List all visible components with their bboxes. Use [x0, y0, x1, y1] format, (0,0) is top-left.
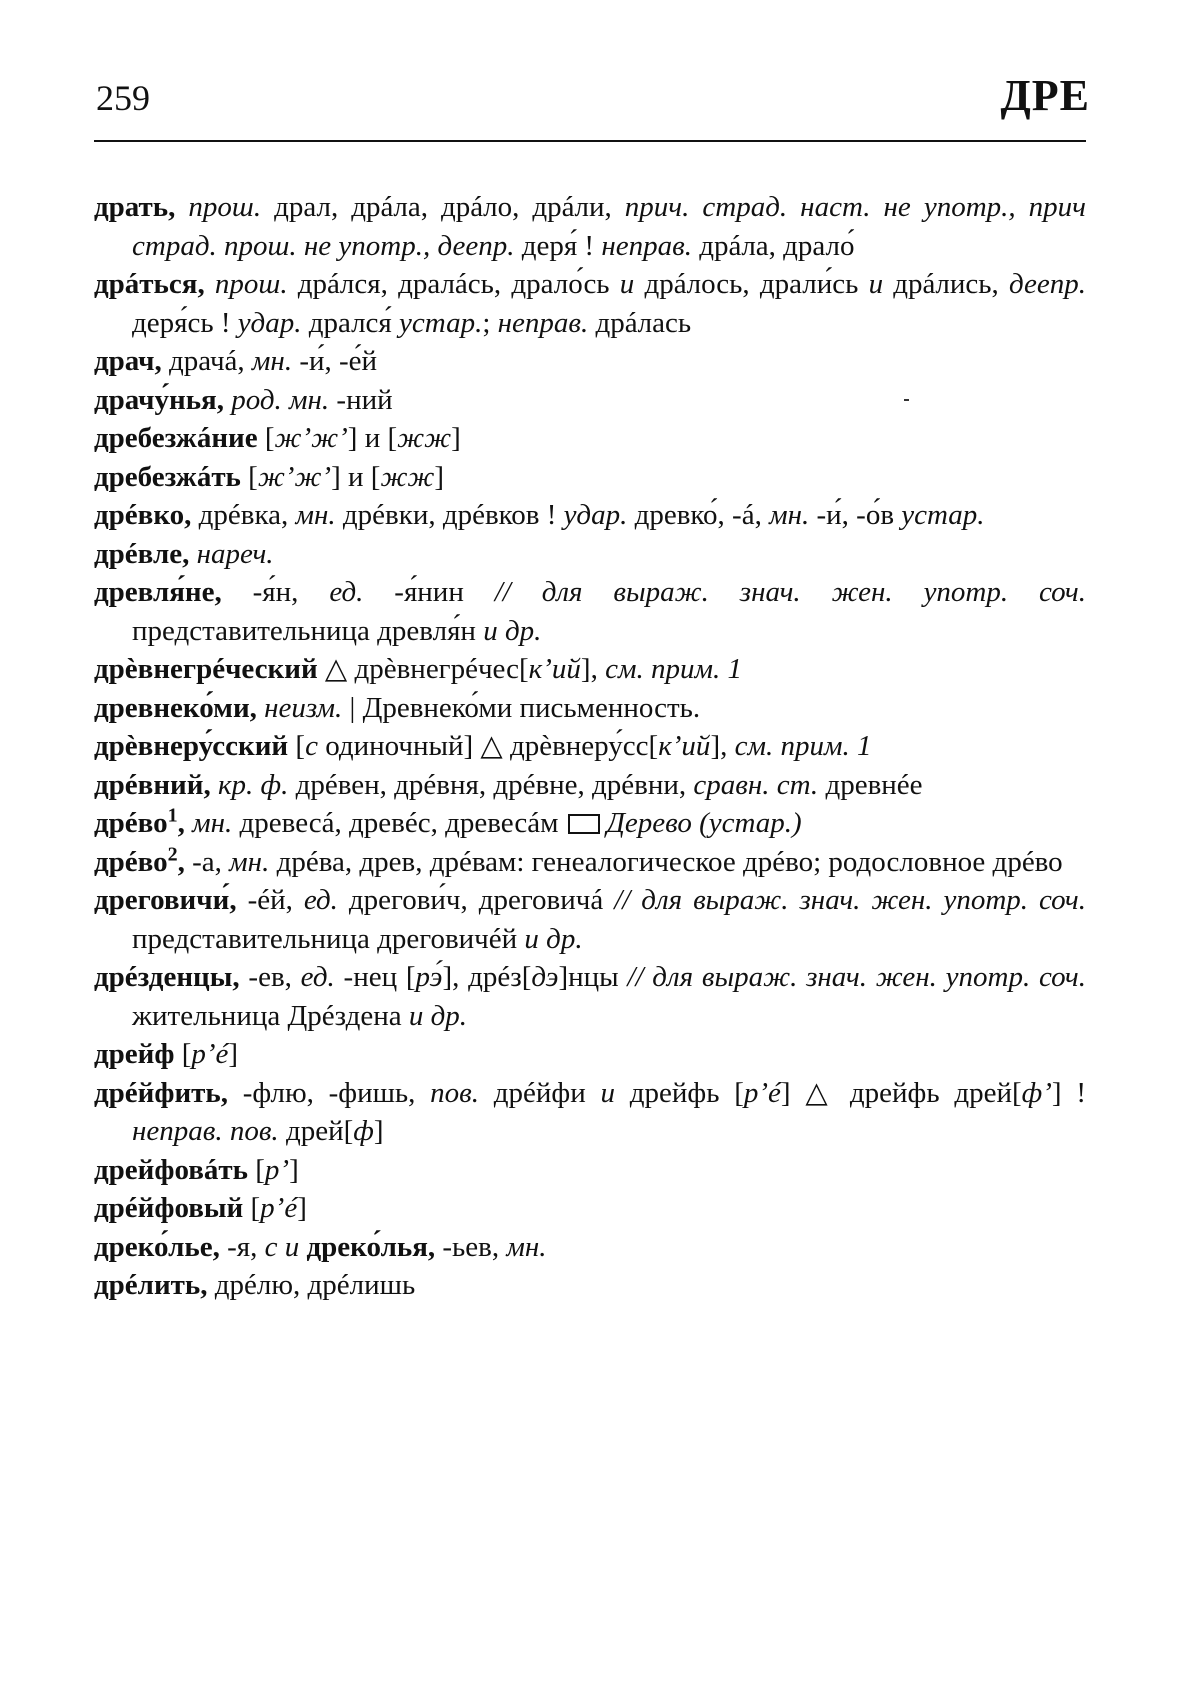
- entry-text: ]: [434, 460, 445, 493]
- grammar-note: с и: [257, 1230, 300, 1263]
- grammar-note: ед.: [291, 961, 335, 993]
- entry-text: дрéйфи: [479, 1076, 586, 1109]
- grammar-note: сравн. ст.: [686, 768, 819, 801]
- grammar-note: нареч.: [189, 537, 274, 570]
- entry-text: ]нцы: [558, 961, 619, 993]
- headword: дрéйфить,: [94, 1076, 228, 1109]
- entry-text: | Древнеко́ми письменность.: [342, 691, 701, 724]
- grammar-note: неизм.: [256, 691, 343, 724]
- entry-text: -éй,: [236, 884, 293, 916]
- entry-text: древесá, древéс, древесáм: [232, 807, 559, 839]
- grammar-note: кр. ф.: [210, 768, 289, 801]
- grammar-note: мн.: [761, 499, 810, 531]
- grammar-note: неправ. пов.: [132, 1115, 279, 1147]
- entry-text: [: [257, 422, 275, 454]
- grammar-note: см. прим. 1: [597, 653, 742, 685]
- homonym-index: 1: [167, 804, 178, 827]
- entry-text: дрáла, драло́: [691, 229, 855, 262]
- entry-text: жительница Дрéздена: [132, 999, 402, 1032]
- headword: дребезжáть: [94, 460, 241, 493]
- entry-text: [: [174, 1038, 192, 1070]
- entry-text: дрéва, древ, дрéвам: генеалогическое дрéво; родословное дрéво: [269, 845, 1063, 878]
- dictionary-entry: [94, 1266, 1086, 1305]
- entry-text: ] △ дрейфь дрей[: [780, 1076, 1022, 1109]
- headword: дрéво: [94, 845, 168, 878]
- entry-text: представительница дреговичéй: [132, 922, 518, 955]
- dictionary-entry: [94, 535, 1086, 574]
- grammar-note: прош.: [204, 268, 288, 300]
- dictionary-entry: [94, 1151, 1086, 1190]
- headword: драч,: [94, 345, 162, 377]
- grammar-note: и: [585, 1076, 616, 1109]
- entry-text: [: [243, 1192, 261, 1224]
- entry-text: дрéвка,: [191, 499, 289, 531]
- dictionary-entry: [94, 1189, 1086, 1228]
- entry-text: -ев,: [239, 961, 292, 993]
- dictionary-entry: [94, 1074, 1086, 1151]
- entry-text: деря́сь !: [132, 306, 231, 339]
- entry-text: ] !: [1051, 1076, 1086, 1109]
- grammar-note: и: [858, 268, 884, 300]
- grammar-note: Дерево (устар.): [606, 807, 802, 839]
- grammar-note: фʼ: [1021, 1076, 1052, 1109]
- entry-text: -я,: [219, 1230, 258, 1263]
- grammar-note: кʼий: [658, 730, 711, 762]
- entry-text: -ьев,: [435, 1230, 500, 1263]
- grammar-note: рʼé: [743, 1076, 781, 1109]
- entry-text: -я́н,: [221, 576, 299, 608]
- entry-text: дрегови́ч, дреговичá: [337, 884, 604, 916]
- dictionary-entry: [94, 496, 1086, 535]
- grammar-note: жж: [380, 460, 435, 493]
- dictionary-entry: [94, 381, 1086, 420]
- grammar-note: см. прим. 1: [727, 730, 872, 762]
- grammar-note: род. мн.: [223, 383, 330, 416]
- dictionary-entry: [94, 958, 1086, 1035]
- entry-text: дрáлась: [588, 306, 692, 339]
- entry-text: ],: [580, 653, 598, 685]
- entry-text: -я́нин: [363, 576, 464, 608]
- headword: древнеко́ми,: [94, 691, 257, 724]
- grammar-note: рʼ: [264, 1153, 290, 1186]
- grammar-note: мн.: [244, 345, 293, 377]
- headword: дрéзденцы,: [94, 961, 240, 993]
- grammar-note: деепр.: [998, 268, 1086, 300]
- dictionary-entry: [94, 573, 1086, 650]
- page-number: 259: [96, 78, 150, 118]
- grammar-note: жʼжʼ: [257, 460, 332, 493]
- entry-text: древко́, -á,: [627, 499, 762, 531]
- grammar-note: прош.: [175, 191, 262, 223]
- headword: дрéлить,: [94, 1269, 208, 1301]
- grammar-note: // для выраж. знач. жен. употр. соч.: [463, 576, 1087, 608]
- grammar-note: мн.: [288, 499, 336, 531]
- grammar-note: // для выраж. знач. жен. употр. соч.: [618, 961, 1086, 993]
- entry-text: драчá,: [161, 345, 245, 377]
- entry-text: -флю, -фишь,: [227, 1076, 416, 1109]
- entry-text: -и́, -о́в: [809, 499, 895, 531]
- grammar-note: жʼжʼ: [274, 422, 348, 454]
- entry-text: [: [240, 460, 258, 493]
- entry-text: деря́ !: [514, 229, 595, 262]
- guide-word: ДРЕ: [1000, 71, 1090, 120]
- headword: дрѐвнеру́сский: [94, 730, 289, 762]
- grammar-note: рʼé: [191, 1038, 229, 1070]
- running-header: [94, 71, 1090, 142]
- dictionary-entry: [94, 843, 1086, 882]
- grammar-note: рэ́: [415, 961, 443, 993]
- grammar-note: и: [609, 268, 635, 300]
- grammar-note: пов.: [415, 1076, 480, 1109]
- grammar-note: кʼий: [528, 653, 581, 685]
- entry-text: [: [288, 730, 306, 762]
- entry-text: ]: [373, 1115, 384, 1147]
- dictionary-entry: [94, 1035, 1086, 1074]
- dictionary-entry: [94, 1228, 1086, 1267]
- headword: драчу́нья,: [94, 383, 224, 416]
- grammar-note: с: [305, 730, 318, 762]
- headword: дреговичи́,: [94, 884, 237, 916]
- grammar-note: рʼé: [260, 1192, 298, 1224]
- print-speck: [904, 399, 909, 401]
- grammar-note: мн.: [221, 845, 270, 878]
- dictionary-entry: [94, 188, 1086, 265]
- headword: дрейф: [94, 1038, 175, 1070]
- dictionary-entry: [94, 689, 1086, 728]
- entry-text: ]: [451, 422, 461, 454]
- entry-text: ;: [482, 306, 491, 339]
- entry-text: представительница древля́н: [132, 614, 476, 647]
- homonym-index: 2: [167, 842, 178, 865]
- entry-text: дрáлся, дралáсь, драло́сь: [287, 268, 610, 300]
- dictionary-page: [94, 71, 1090, 1305]
- grammar-note: ед.: [298, 576, 364, 608]
- headword: дрѐвнегрéческий: [94, 653, 318, 685]
- grammar-note: и др.: [401, 999, 468, 1032]
- grammar-note: устар.: [894, 499, 985, 531]
- dictionary-entry: [94, 804, 1086, 843]
- headword: дребезжáние: [94, 422, 258, 454]
- grammar-note: устар.: [391, 306, 483, 339]
- entry-text: дрéлю, дрéлишь: [207, 1269, 416, 1301]
- entry-text: одиночный] △ дрѐвнеру́сс[: [317, 730, 659, 762]
- entry-text: древнéе: [818, 768, 923, 801]
- grammar-note: неправ.: [594, 229, 692, 262]
- entry-text: -и́, -е́й: [292, 345, 378, 377]
- grammar-note: прич. страд. наст. не употр., прич страд. прош. не употр., деепр.: [132, 191, 1087, 262]
- dictionary-entry: [94, 265, 1086, 342]
- entry-text: дрéвен, дрéвня, дрéвне, дрéвни,: [288, 768, 687, 801]
- entry-text: -а,: [184, 845, 222, 878]
- headword: драть,: [94, 191, 176, 223]
- definition-box-icon: [568, 814, 600, 834]
- dictionary-entry: [94, 881, 1086, 958]
- grammar-note: мн.: [184, 807, 233, 839]
- headword: ,: [177, 845, 185, 878]
- entry-text: дрейфь [: [615, 1076, 744, 1109]
- dictionary-entry: [94, 419, 1086, 458]
- entry-text: -нец [: [334, 961, 416, 993]
- grammar-note: мн.: [499, 1230, 547, 1263]
- entry-text: ]: [289, 1153, 299, 1186]
- grammar-note: и др.: [475, 614, 542, 647]
- headword: дрéво: [94, 807, 168, 839]
- grammar-note: и др.: [517, 922, 583, 955]
- headword: дрéвний,: [94, 768, 211, 801]
- dictionary-entry: [94, 766, 1086, 805]
- entry-text: ]: [228, 1038, 239, 1070]
- grammar-note: удар.: [556, 499, 628, 531]
- entry-text: ], дрéз[: [442, 961, 532, 993]
- grammar-note: // для выраж. знач. жен. употр. соч.: [603, 884, 1086, 916]
- grammar-note: удар.: [230, 306, 302, 339]
- grammar-note: жж: [397, 422, 452, 454]
- headword: дреко́лья,: [299, 1230, 436, 1263]
- dictionary-entry: [94, 727, 1086, 766]
- entry-text: ] и [: [347, 422, 398, 454]
- entry-text: △ дрѐвнегрéчес[: [317, 653, 529, 685]
- grammar-note: ф: [353, 1115, 374, 1147]
- grammar-note: ед.: [292, 884, 338, 916]
- entry-text: ],: [710, 730, 728, 762]
- headword: древля́не,: [94, 576, 222, 608]
- headword: дрáться,: [94, 268, 205, 300]
- entry-text: -ний: [329, 383, 393, 416]
- entry-text: ]: [297, 1192, 307, 1224]
- dictionary-entry: [94, 458, 1086, 497]
- dictionary-entry: [94, 650, 1086, 689]
- headword: дрéвле,: [94, 537, 190, 570]
- headword: дрейфовáть: [94, 1153, 248, 1186]
- entry-text: дрáлись,: [883, 268, 999, 300]
- dictionary-entry: [94, 342, 1086, 381]
- headword: дрéвко,: [94, 499, 192, 531]
- entry-text: дрéвки, дрéвков !: [335, 499, 557, 531]
- entry-text: драл, дрáла, дрáло, дрáли,: [261, 191, 612, 223]
- headword: дрéйфовый: [94, 1192, 244, 1224]
- entry-text: дрей[: [278, 1115, 354, 1147]
- headword: дреко́лье,: [94, 1230, 220, 1263]
- entry-text: ] и [: [331, 460, 381, 493]
- entry-text: [: [247, 1153, 265, 1186]
- grammar-note: неправ.: [490, 306, 589, 339]
- entry-text: дрáлось, драли́сь: [634, 268, 859, 300]
- entry-text: дрался́: [301, 306, 392, 339]
- headword: ,: [177, 807, 185, 839]
- entry-list: [94, 188, 1086, 1305]
- grammar-note: дэ: [531, 961, 559, 993]
